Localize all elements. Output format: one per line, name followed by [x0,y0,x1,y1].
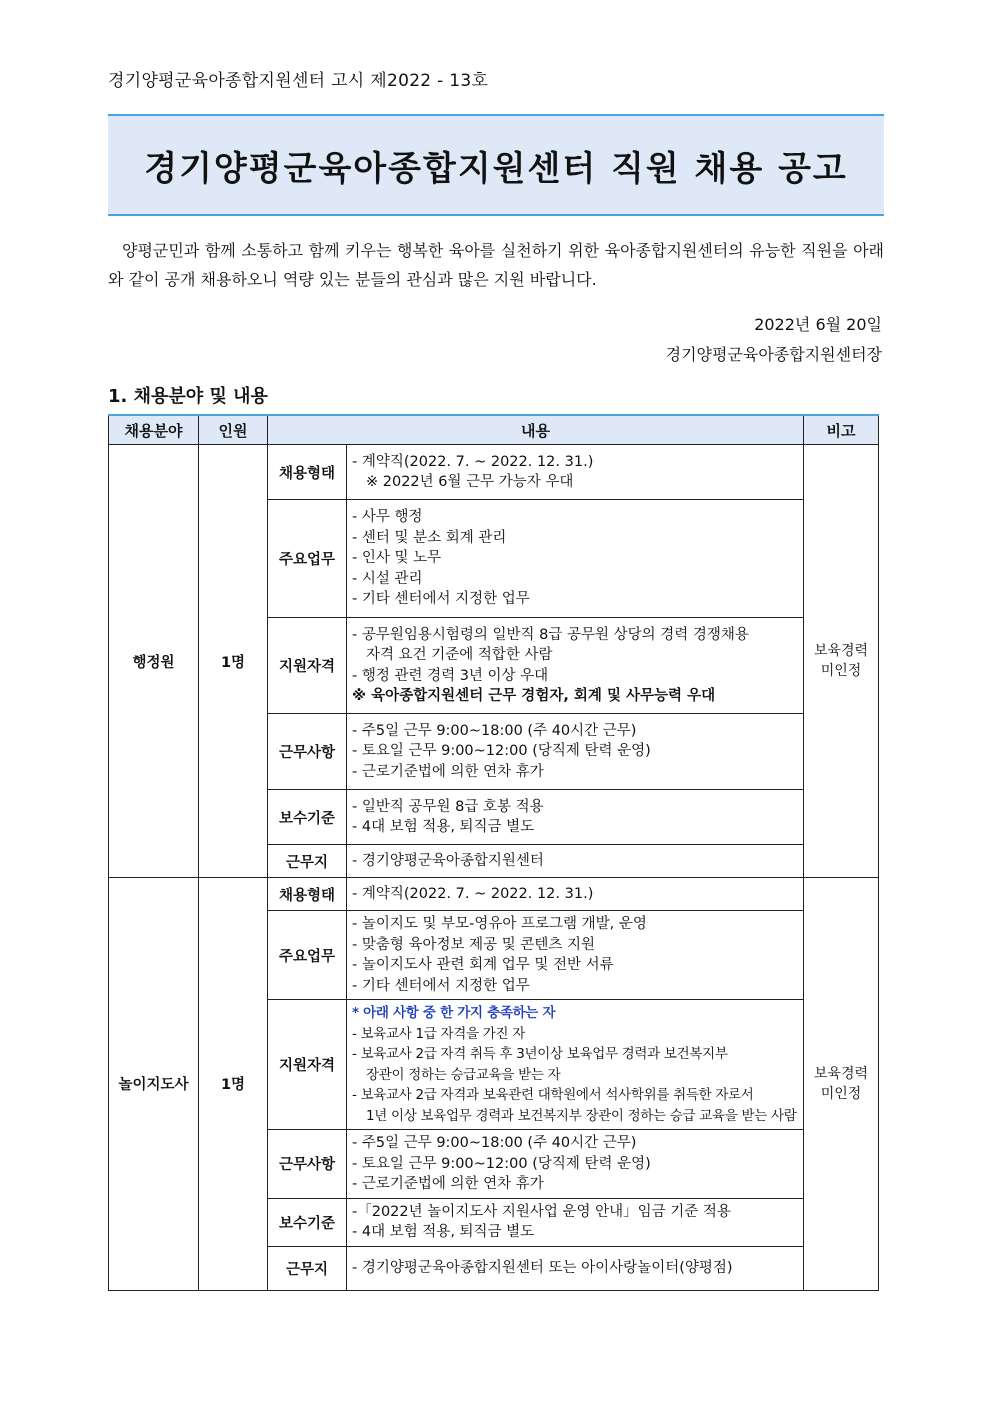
admin-employment-label: 채용형태 [268,445,347,500]
issuer-name: 경기양평군육아종합지원센터장 [665,345,882,364]
section-title: 1. 채용분야 및 내용 [108,386,268,407]
play-employment: - 계약직(2022. 7. ~ 2022. 12. 31.) [347,878,804,911]
header-content: 내용 [268,415,804,445]
table-row [109,445,879,500]
admin-note: 보육경력 미인정 [804,445,879,878]
admin-work: - 주5일 근무 9:00~18:00 (주 40시간 근무) - 토요일 근무 9:00~12:00 (당직제 탄력 운영) - 근로기준법에 의한 연차 휴가 [347,714,804,790]
admin-place-label: 근무지 [268,845,347,878]
header-note: 비고 [804,415,879,445]
admin-pay: - 일반직 공무원 8급 호봉 적용 - 4대 보험 적용, 퇴직금 별도 [347,790,804,845]
play-place-label: 근무지 [268,1246,347,1290]
play-note: 보육경력 미인정 [804,878,879,1291]
title-banner [108,114,884,216]
admin-pay-label: 보수기준 [268,790,347,845]
play-qual-label: 지원자격 [268,1000,347,1130]
recruitment-table [108,414,879,1291]
admin-count: 1명 [199,445,268,878]
play-employment-label: 채용형태 [268,878,347,911]
admin-duties-label: 주요업무 [268,500,347,618]
play-work-label: 근무사항 [268,1130,347,1199]
play-duties: - 놀이지도 및 부모-영유아 프로그램 개발, 운영 - 맞춤형 육아정보 제공 및 콘텐츠 지원 - 놀이지도사 관련 회계 업무 및 전반 서류 - 기타 센터에서 지정한 업무 [347,911,804,1000]
announcement-date: 2022년 6월 20일 [754,315,882,334]
header-count: 인원 [199,415,268,445]
admin-employment: - 계약직(2022. 7. ~ 2022. 12. 31.) ※ 2022년 6월 근무 가능자 우대 [347,445,804,500]
notice-number: 경기양평군육아종합지원센터 고시 제2022 - 13호 [108,71,489,91]
header-field: 채용분야 [109,415,199,445]
play-field: 놀이지도사 [109,878,199,1291]
admin-qual: - 공무원임용시험령의 일반직 8급 공무원 상당의 경력 경쟁채용 자격 요건 기준에 적합한 사람 - 행정 관련 경력 3년 이상 우대 ※ 육아종합지원센터 근무 경험자, 회계 및 사무능력 우대 [347,618,804,714]
play-qual: * 아래 사항 중 한 가지 충족하는 자 - 보육교사 1급 자격을 가진 자 - 보육교사 2급 자격 취득 후 3년이상 보육업무 경력과 보건복지부 장관이 정하는 승급교육을 받는 자 - 보육교사 2급 자격과 보육관련 대학원에서 석사학위를 취득한 자로서 1년 이상 보육업무 경력과 보건복지부 장관이 정하는 승급 교육을 받는 사람 [347,1000,804,1130]
play-pay-label: 보수기준 [268,1198,347,1246]
admin-place: - 경기양평군육아종합지원센터 [347,845,804,878]
play-count: 1명 [199,878,268,1291]
intro-paragraph: 양평군민과 함께 소통하고 함께 키우는 행복한 육아를 실천하기 위한 육아종합지원센터의 유능한 직원을 아래와 같이 공개 채용하오니 역량 있는 분들의 관심과 많은 지원 바랍니다. [108,241,884,289]
play-place: - 경기양평군육아종합지원센터 또는 아이사랑놀이터(양평점) [347,1246,804,1290]
admin-qual-label: 지원자격 [268,618,347,714]
page-title: 경기양평군육아종합지원센터 직원 채용 공고 [144,148,848,189]
play-pay: -「2022년 놀이지도사 지원사업 운영 안내」임금 기준 적용 - 4대 보험 적용, 퇴직금 별도 [347,1198,804,1246]
play-work: - 주5일 근무 9:00~18:00 (주 40시간 근무) - 토요일 근무 9:00~12:00 (당직제 탄력 운영) - 근로기준법에 의한 연차 휴가 [347,1130,804,1199]
admin-work-label: 근무사항 [268,714,347,790]
table-header-row [109,415,879,445]
play-duties-label: 주요업무 [268,911,347,1000]
admin-field: 행정원 [109,445,199,878]
admin-duties: - 사무 행정 - 센터 및 분소 회계 관리 - 인사 및 노무 - 시설 관리 - 기타 센터에서 지정한 업무 [347,500,804,618]
table-row [109,878,879,911]
